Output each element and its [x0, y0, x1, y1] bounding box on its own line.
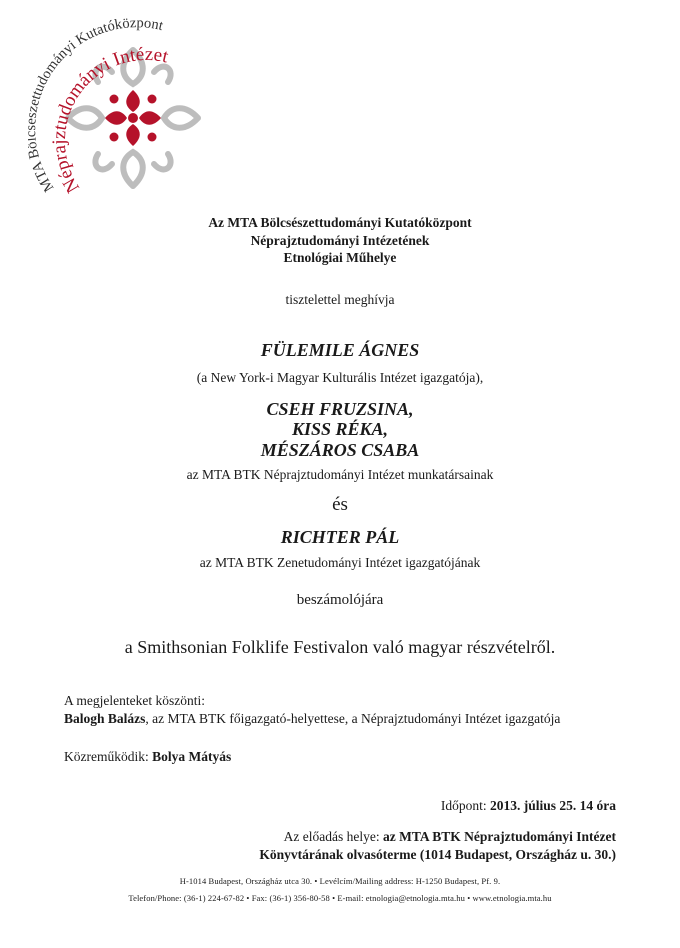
- participant-name: Bolya Mátyás: [152, 749, 232, 764]
- venue-address: Könyvtárának olvasóterme (1014 Budapest, Országház u. 30.): [259, 847, 616, 862]
- venue-label: Az előadás helye:: [283, 829, 384, 844]
- venue-line-2: [259, 846, 616, 863]
- greeting-line: [64, 710, 560, 727]
- date-line: [441, 797, 616, 814]
- speaker-name-1: FÜLEMILE ÁGNES: [260, 340, 420, 360]
- speaker-role-1: (a New York-i Magyar Kulturális Intézet igazgatója),: [196, 370, 484, 385]
- greeting-name: Balogh Balázs: [64, 711, 146, 726]
- greeting-rest: , az MTA BTK főigazgató-helyettese, a Néprajztudományi Intézet igazgatója: [145, 711, 561, 726]
- invite-text: tisztelettel meghívja: [285, 292, 395, 307]
- logo-emblem: [28, 10, 238, 220]
- speaker-name-5: RICHTER PÁL: [280, 527, 400, 547]
- participant-label: Közreműködik:: [64, 749, 153, 764]
- participant-line: [64, 748, 231, 765]
- institute-logo: [28, 10, 238, 220]
- logo-outer-text: MTA ttudományi Kutatóközpont: [28, 15, 165, 195]
- speaker-name-4: MÉSZÁROS CSABA: [260, 440, 420, 460]
- speaker-name-2: CSEH FRUZSINA,: [266, 399, 414, 419]
- header-line-2: Néprajztudományi Intézetének: [250, 233, 430, 248]
- date-value: 2013. július 25. 14 óra: [489, 798, 616, 813]
- speaker-name-3: KISS RÉKA,: [291, 419, 389, 439]
- red-ornament: [105, 90, 161, 146]
- and-word: és: [332, 494, 348, 515]
- header-line-3: Etnológiai Műhelye: [283, 250, 397, 265]
- lecture-topic: a Smithsonian Folklife Festivalon való magyar részvételről.: [124, 637, 556, 657]
- venue-name: az MTA BTK Néprajztudományi Intézet: [383, 829, 616, 844]
- greeting-label: A megjelenteket köszönti:: [64, 693, 205, 708]
- footer-contact: Telefon/Phone: (36-1) 224-67-82 • Fax: (36-1) 356-80-58 • E-mail: etnologia@etnologia.mta.hu • www.etnologia.mta.hu: [128, 893, 552, 903]
- report-word: beszámolójára: [296, 592, 384, 608]
- venue-line-1: [284, 828, 616, 845]
- logo-inner-text: Néprajztudományi Intézet: [48, 43, 171, 197]
- speaker-role-2: az MTA BTK Néprajztudományi Intézet munkatársainak: [186, 467, 494, 482]
- speaker-role-3: az MTA BTK Zenetudományi Intézet igazgatójának: [199, 555, 481, 570]
- footer-address: H-1014 Budapest, Országház utca 30. • Levélcím/Mailing address: H-1250 Budapest, Pf. 9.: [179, 876, 501, 886]
- header-line-1: Az MTA Bölcsészettudományi Kutatóközpont: [208, 215, 472, 230]
- date-label: Időpont:: [440, 798, 490, 813]
